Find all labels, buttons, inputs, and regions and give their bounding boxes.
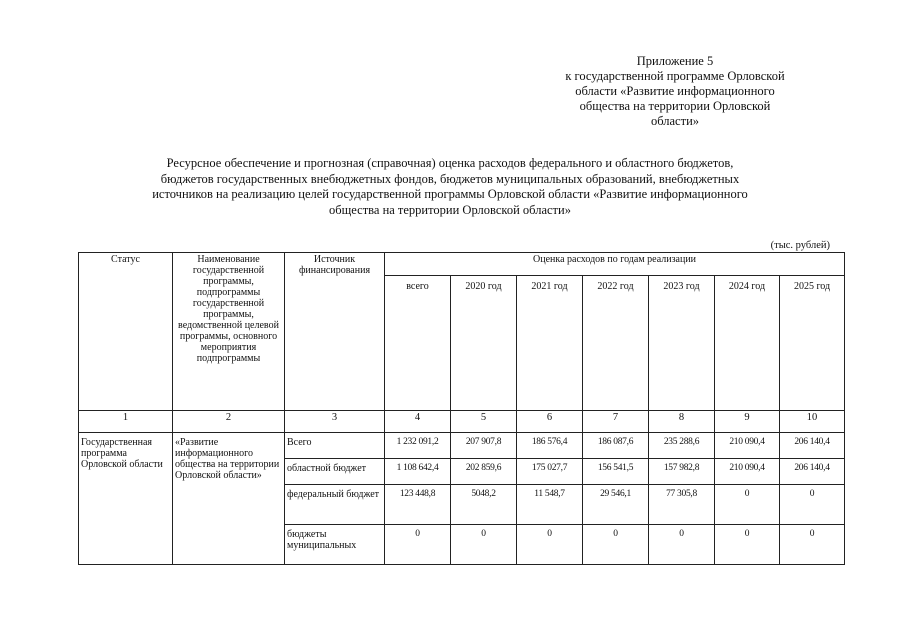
header-estimate: Оценка расходов по годам реализации	[385, 253, 845, 276]
appendix-header	[520, 54, 830, 129]
value-cell: 0	[517, 525, 583, 565]
value-cell: 1 108 642,4	[385, 459, 451, 485]
title-line: источников на реализацию целей государственной программы Орловской области «Развитие информационного	[152, 187, 748, 201]
title-line: Ресурсное обеспечение и прогнозная (справочная) оценка расходов федерального и областного бюджетов,	[166, 156, 734, 170]
appendix-line: области «Развитие информационного	[575, 84, 775, 98]
value-cell: 157 982,8	[649, 459, 715, 485]
value-cell: 5048,2	[451, 485, 517, 525]
column-number: 2	[173, 411, 285, 433]
header-year: 2022 год	[583, 276, 649, 411]
units-label: (тыс. рублей)	[770, 240, 830, 251]
value-cell: 210 090,4	[715, 433, 780, 459]
column-number: 5	[451, 411, 517, 433]
value-cell: 0	[780, 485, 845, 525]
value-cell: 186 087,6	[583, 433, 649, 459]
header-year: 2023 год	[649, 276, 715, 411]
value-cell: 11 548,7	[517, 485, 583, 525]
value-cell: 77 305,8	[649, 485, 715, 525]
budget-table	[78, 252, 845, 565]
appendix-line: общества на территории Орловской	[579, 99, 771, 113]
table-row	[79, 433, 845, 459]
value-cell: 0	[385, 525, 451, 565]
title-line: общества на территории Орловской области»	[329, 202, 571, 217]
column-number: 4	[385, 411, 451, 433]
source-cell: Всего	[285, 433, 385, 459]
source-cell: бюджеты муниципальных	[285, 525, 385, 565]
source-cell: областной бюджет	[285, 459, 385, 485]
value-cell: 0	[649, 525, 715, 565]
status-cell: Государственная программа Орловской области	[79, 433, 173, 565]
source-cell: федеральный бюджет	[285, 485, 385, 525]
value-cell: 202 859,6	[451, 459, 517, 485]
value-cell: 156 541,5	[583, 459, 649, 485]
column-number: 3	[285, 411, 385, 433]
column-number: 6	[517, 411, 583, 433]
value-cell: 0	[583, 525, 649, 565]
value-cell: 29 546,1	[583, 485, 649, 525]
value-cell: 210 090,4	[715, 459, 780, 485]
appendix-line: области»	[650, 114, 700, 128]
value-cell: 186 576,4	[517, 433, 583, 459]
column-number: 10	[780, 411, 845, 433]
value-cell: 206 140,4	[780, 459, 845, 485]
value-cell: 0	[780, 525, 845, 565]
header-year: 2020 год	[451, 276, 517, 411]
column-numbers-row	[79, 411, 845, 433]
header-status: Статус	[79, 253, 173, 411]
value-cell: 0	[715, 485, 780, 525]
header-year: всего	[385, 276, 451, 411]
value-cell: 0	[715, 525, 780, 565]
header-name: Наименование государственной программы, подпрограммы государственной программы, ведомственной целевой программы, основного мероприятия подпрограммы	[173, 253, 285, 411]
header-year: 2021 год	[517, 276, 583, 411]
value-cell: 123 448,8	[385, 485, 451, 525]
header-source: Источник финансирования	[285, 253, 385, 411]
value-cell: 0	[451, 525, 517, 565]
value-cell: 206 140,4	[780, 433, 845, 459]
column-number: 8	[649, 411, 715, 433]
value-cell: 175 027,7	[517, 459, 583, 485]
value-cell: 235 288,6	[649, 433, 715, 459]
header-year: 2025 год	[780, 276, 845, 411]
column-number: 9	[715, 411, 780, 433]
column-number: 7	[583, 411, 649, 433]
value-cell: 1 232 091,2	[385, 433, 451, 459]
program-name-cell: «Развитие информационного общества на территории Орловской области»	[173, 433, 285, 565]
document-title	[90, 156, 810, 218]
title-line: бюджетов государственных внебюджетных фондов, бюджетов муниципальных образований, внебюджетных	[160, 171, 740, 186]
header-year: 2024 год	[715, 276, 780, 411]
header-row	[79, 253, 845, 276]
appendix-line: к государственной программе Орловской	[565, 69, 785, 83]
column-number: 1	[79, 411, 173, 433]
value-cell: 207 907,8	[451, 433, 517, 459]
appendix-line: Приложение 5	[636, 54, 714, 68]
